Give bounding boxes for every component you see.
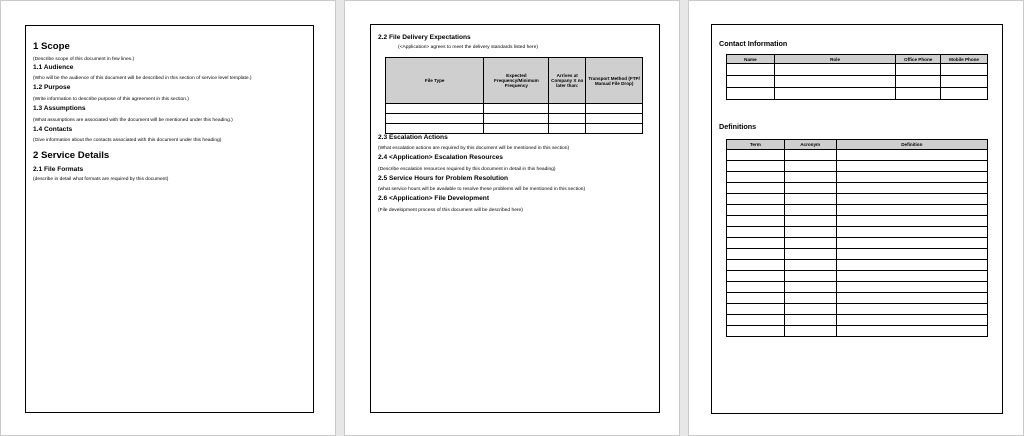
delivery-col-file-type: File Type [386, 58, 484, 104]
escalation-heading: 2.3 Escalation Actions [378, 134, 448, 141]
table-row [727, 216, 988, 227]
definitions-heading: Definitions [719, 122, 757, 131]
purpose-heading: 1.2 Purpose [33, 84, 71, 91]
table-row [727, 326, 988, 337]
table-row [727, 172, 988, 183]
table-row [727, 293, 988, 304]
table-row [727, 150, 988, 161]
delivery-text: (<Application> agrees to meet the delivery standards listed here) [398, 45, 539, 50]
table-row [727, 304, 988, 315]
audience-heading: 1.1 Audience [33, 64, 74, 71]
contact-col-office-phone: Office Phone [896, 55, 941, 64]
table-row [727, 183, 988, 194]
assumptions-text: (What assumptions are associated with the document will be mentioned under this heading.) [33, 118, 233, 123]
page-1 [0, 0, 336, 436]
purpose-text: (Write information to describe purpose of this agreement in this section.) [33, 97, 189, 102]
table-row [727, 194, 988, 205]
service-details-heading: 2 Service Details [33, 150, 110, 161]
resources-heading: 2.4 <Application> Escalation Resources [378, 154, 503, 161]
table-row [386, 124, 643, 134]
definitions-table [726, 139, 988, 337]
table-row [727, 76, 988, 88]
file-formats-text: (describe in detail what formats are required by this document) [33, 177, 169, 182]
table-row [727, 271, 988, 282]
table-row [727, 161, 988, 172]
definitions-col-term: Term [727, 140, 785, 150]
scope-text: (Describe scope of this document in few lines.) [33, 57, 135, 62]
table-row [727, 282, 988, 293]
definitions-col-acronym: Acronym [784, 140, 836, 150]
contact-table [726, 54, 988, 100]
contacts-heading: 1.4 Contacts [33, 126, 73, 133]
contact-col-mobile-phone: Mobile Phone [941, 55, 988, 64]
table-row [727, 238, 988, 249]
delivery-col-frequency: Expected Frequency/Minimum Frequency [484, 58, 549, 104]
page-2 [344, 0, 680, 436]
table-row [727, 205, 988, 216]
table-row [727, 64, 988, 76]
file-formats-heading: 2.1 File Formats [33, 166, 84, 173]
contact-col-role: Role [774, 55, 895, 64]
audience-text: (Who will be the audience of this document will be described in this section of service level template.) [33, 76, 252, 81]
table-row [727, 315, 988, 326]
page-3 [688, 0, 1024, 436]
table-row [727, 227, 988, 238]
assumptions-heading: 1.3 Assumptions [33, 105, 86, 112]
delivery-heading: 2.2 File Delivery Expectations [378, 34, 471, 41]
contact-col-name: Name [727, 55, 775, 64]
page-2-border [370, 24, 660, 413]
table-row [386, 104, 643, 114]
hours-text: (what service hours will be available to resolve these problems will be mentioned in this section) [378, 187, 586, 192]
delivery-table [385, 57, 643, 134]
resources-text: (Describe escalation resources required by this document in detail in this heading) [378, 167, 556, 172]
table-row [386, 114, 643, 124]
delivery-col-transport: Transport Method (FTP/ Manual File Drop) [586, 58, 643, 104]
contacts-text: (Give information about the contacts associated with this document under this heading) [33, 138, 222, 143]
contact-info-heading: Contact Information [719, 39, 788, 48]
table-row [727, 88, 988, 100]
development-text: (File development process of this document will be described here) [378, 208, 523, 213]
scope-heading: 1 Scope [33, 41, 70, 52]
delivery-col-arrives: Arrives at Company X no later than: [549, 58, 586, 104]
definitions-col-definition: Definition [836, 140, 987, 150]
table-row [727, 249, 988, 260]
page-1-border [25, 25, 314, 413]
escalation-text: (What escalation actions are required by this document will be mentioned in this section) [378, 146, 570, 151]
hours-heading: 2.5 Service Hours for Problem Resolution [378, 175, 509, 182]
page-3-border [711, 24, 1003, 414]
development-heading: 2.6 <Application> File Development [378, 195, 490, 202]
table-row [727, 260, 988, 271]
